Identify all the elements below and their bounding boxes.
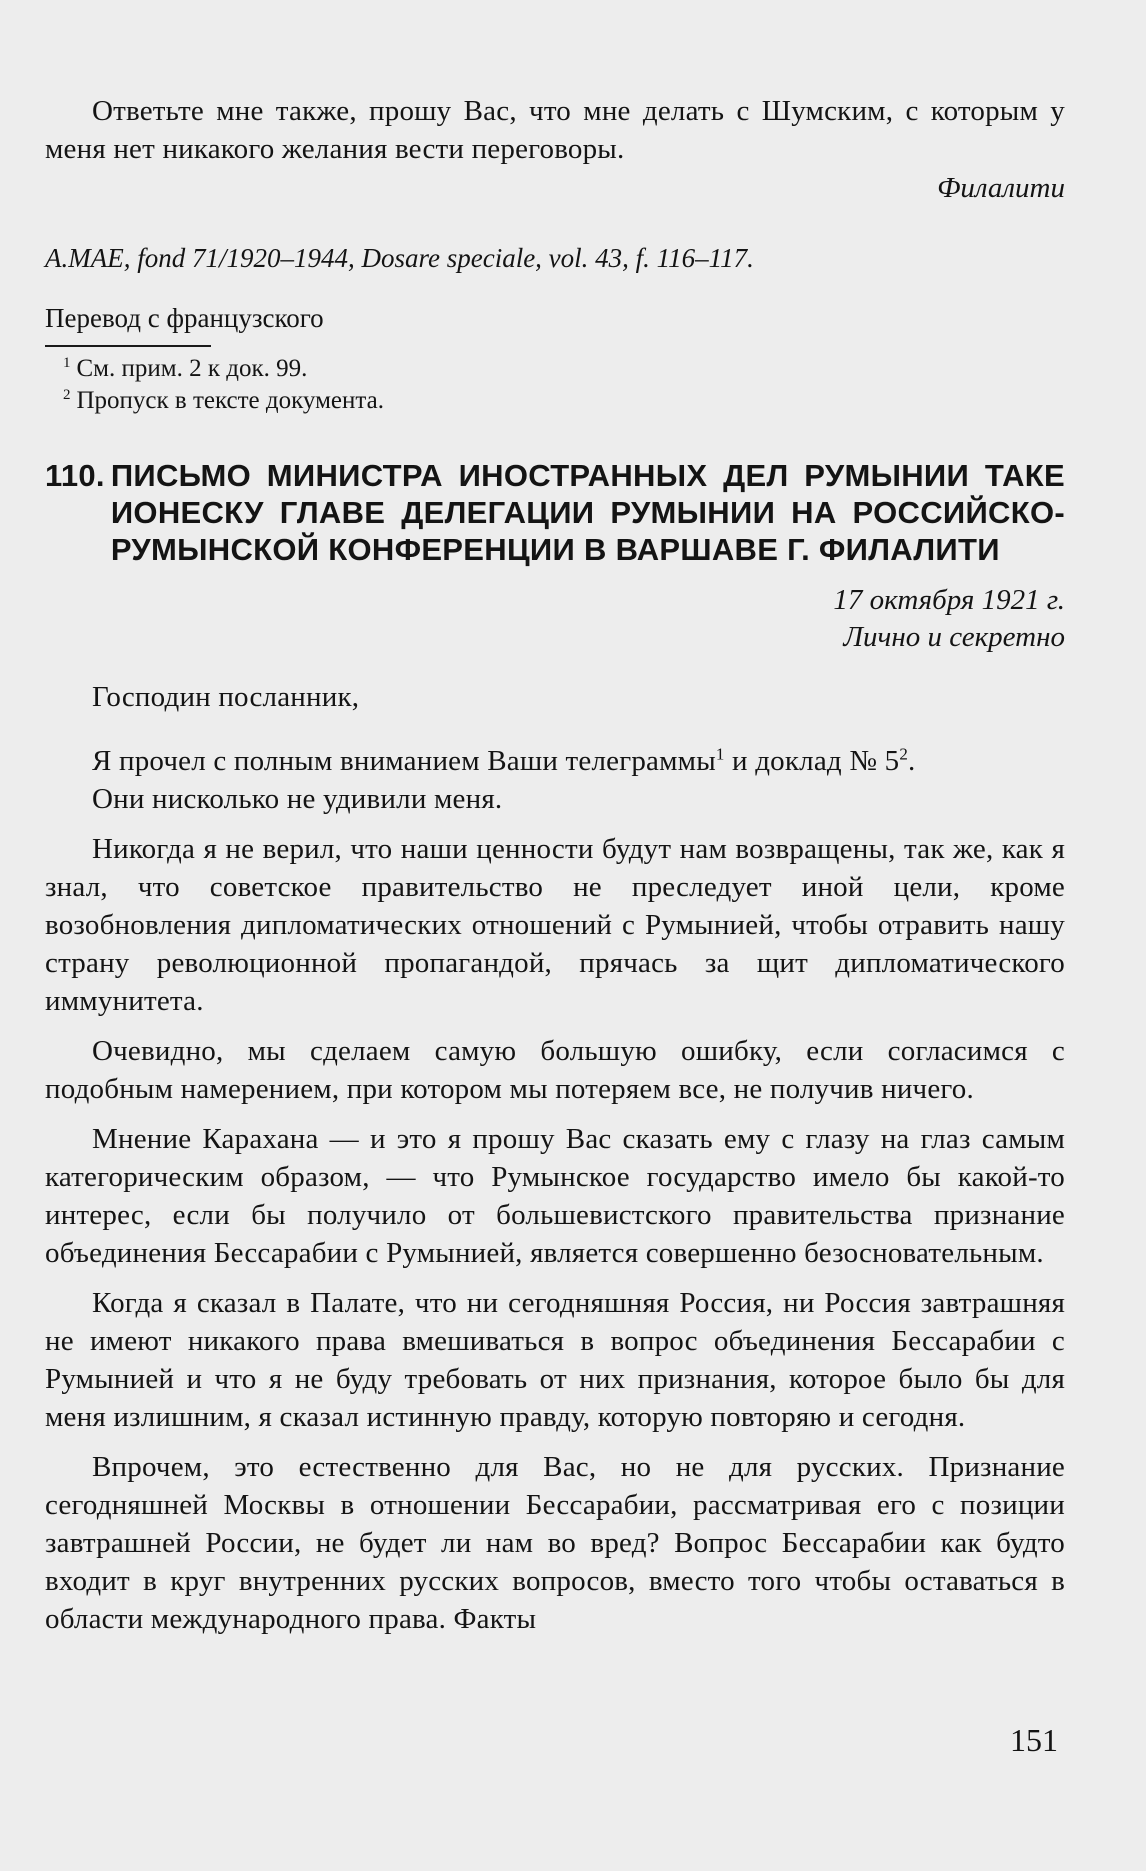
footnotes bbox=[45, 353, 1065, 417]
document-classification: Лично и секретно bbox=[843, 621, 1065, 653]
document-title: ПИСЬМО МИНИСТРА ИНОСТРАННЫХ ДЕЛ РУМЫНИИ ТАКЕ ИОНЕСКУ ГЛАВЕ ДЕЛЕГАЦИИ РУМЫНИИ НА РОССИЙСКО-РУМЫНСКОЙ КОНФЕРЕНЦИИ В ВАРШАВЕ Г. ФИЛАЛИТИ bbox=[110, 458, 1065, 567]
previous-letter-closing-paragraph: Ответьте мне также, прошу Вас, что мне делать с Шумским, с которым у меня нет никакого желания вести переговоры. bbox=[45, 95, 1065, 165]
footnote-mark: 1 bbox=[63, 354, 71, 371]
letter-paragraph-1 bbox=[45, 742, 1065, 780]
document-heading bbox=[45, 457, 1065, 568]
letter-p1-text-c: . bbox=[908, 745, 916, 777]
footnote-mark: 2 bbox=[63, 386, 71, 403]
archive-source: A.MAE, fond 71/1920–1944, Dosare speciale, vol. 43, f. 116–117. bbox=[45, 243, 754, 273]
footnote-reference-1: 1 bbox=[715, 744, 725, 764]
salutation: Господин посланник, bbox=[92, 681, 360, 713]
footnote-1 bbox=[45, 353, 1065, 385]
letter-paragraph-4: Мнение Карахана — и это я прошу Вас сказать ему с глазу на глаз самым категорическим образом, — что Румынское государство имело бы какой-то интерес, если бы получило от большевистского правительства признание объединения Бессарабии с Румынией, является совершенно безосновательным. bbox=[45, 1123, 1065, 1269]
letter-p1-text-b: и доклад № 5 bbox=[724, 745, 900, 777]
letter-paragraph-3: Очевидно, мы сделаем самую большую ошибку, если согласимся с подобным намерением, при котором мы потеряем все, не получив ничего. bbox=[45, 1035, 1065, 1105]
page-content bbox=[45, 92, 1065, 1650]
signature: Филалити bbox=[937, 172, 1065, 204]
document-number: 110. bbox=[45, 458, 105, 493]
translation-note: Перевод с французского bbox=[45, 303, 324, 333]
letter-paragraph-6: Впрочем, это естественно для Вас, но не для русских. Признание сегодняшней Москвы в отношении Бессарабии, рассматривая его с позиции завтрашней России, не будет ли нам во вред? Вопрос Бессарабии как будто входит в круг внутренних русских вопросов, вместо того чтобы оставаться в области международного права. Факты bbox=[45, 1451, 1065, 1635]
document-date: 17 октября 1921 г. bbox=[833, 584, 1065, 616]
page-number: 151 bbox=[1010, 1722, 1058, 1758]
footnote-reference-2: 2 bbox=[899, 744, 909, 764]
footnote-text: Пропуск в тексте документа. bbox=[76, 387, 384, 414]
footnote-text: См. прим. 2 к док. 99. bbox=[76, 355, 308, 382]
footnote-divider bbox=[45, 345, 211, 347]
letter-paragraph-5: Когда я сказал в Палате, что ни сегодняшняя Россия, ни Россия завтрашняя не имеют никакого права вмешиваться в вопрос объединения Бессарабии с Румынией и что я не буду требовать от них признания, которое было бы для меня излишним, я сказал истинную правду, которую повторяю и сегодня. bbox=[45, 1287, 1065, 1433]
footnote-2 bbox=[45, 385, 1065, 417]
letter-paragraph-2: Никогда я не верил, что наши ценности будут нам возвращены, так же, как я знал, что советское правительство не преследует иной цели, кроме возобновления дипломатических отношений с Румынией, чтобы отравить нашу страну революционной пропагандой, прячась за щит дипломатического иммунитета. bbox=[45, 833, 1065, 1017]
letter-p1-text-a: Я прочел с полным вниманием Ваши телеграммы bbox=[92, 745, 716, 777]
letter-paragraph-1-line-2: Они нисколько не удивили меня. bbox=[92, 783, 503, 815]
